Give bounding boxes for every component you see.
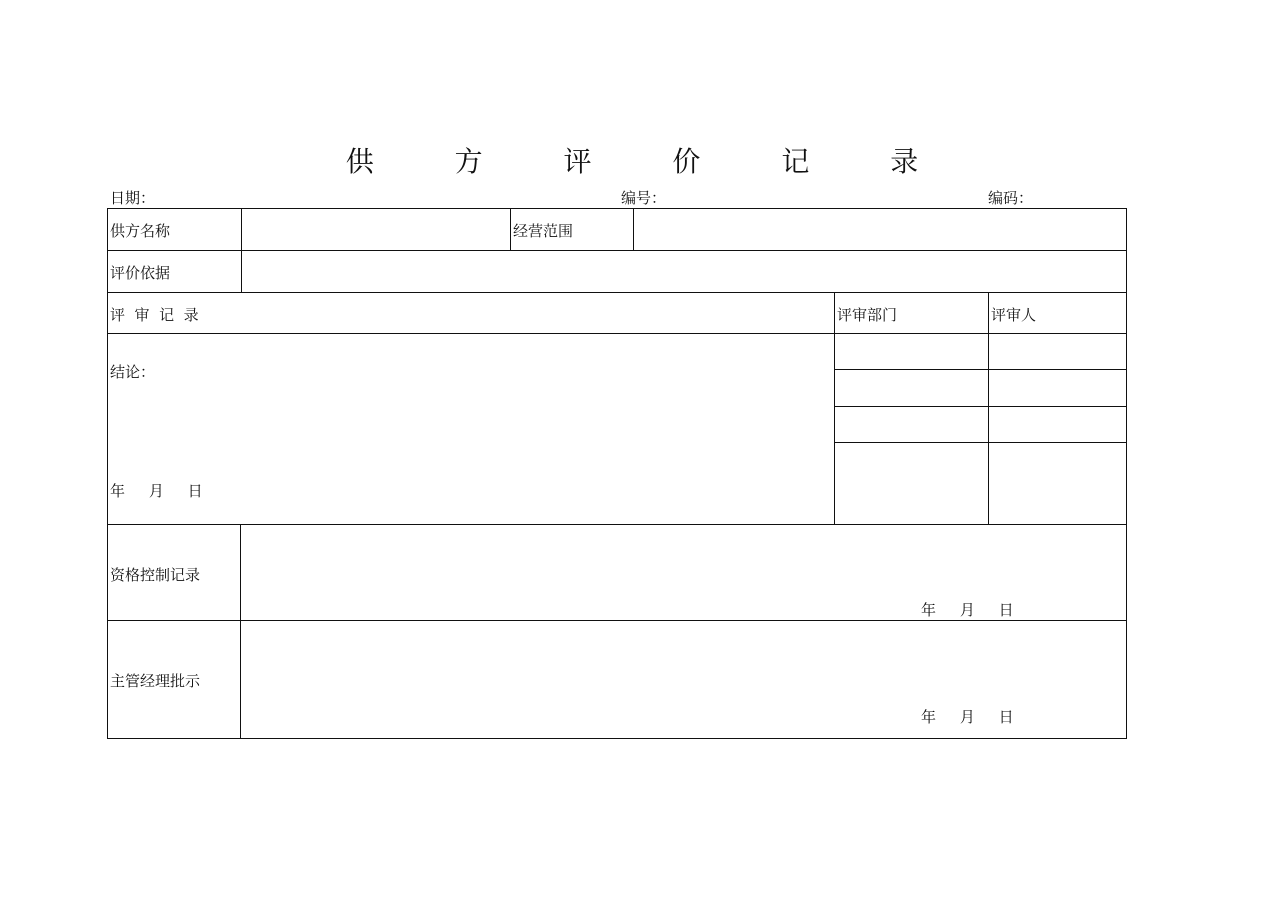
qualification-label: 资格控制记录	[110, 566, 201, 584]
date-label: 日期：	[110, 189, 156, 207]
manager-label: 主管经理批示	[110, 672, 201, 690]
review-dept-label: 评审部门	[837, 306, 898, 324]
manager-date: 年 月 日	[921, 708, 1014, 726]
code-label: 编码：	[988, 189, 1034, 207]
qualification-date: 年 月 日	[921, 601, 1014, 619]
conclusion-label: 结论：	[110, 363, 156, 381]
business-scope-label: 经营范围	[513, 222, 574, 240]
supplier-name-label: 供方名称	[110, 222, 171, 240]
number-label: 编号：	[621, 189, 667, 207]
review-record-label: 评 审 记 录	[110, 306, 199, 324]
evaluation-basis-label: 评价依据	[110, 264, 171, 282]
conclusion-date: 年 月 日	[110, 482, 203, 500]
reviewer-label: 评审人	[991, 306, 1037, 324]
page-title: 供 方 评 价 记 录	[345, 145, 955, 178]
